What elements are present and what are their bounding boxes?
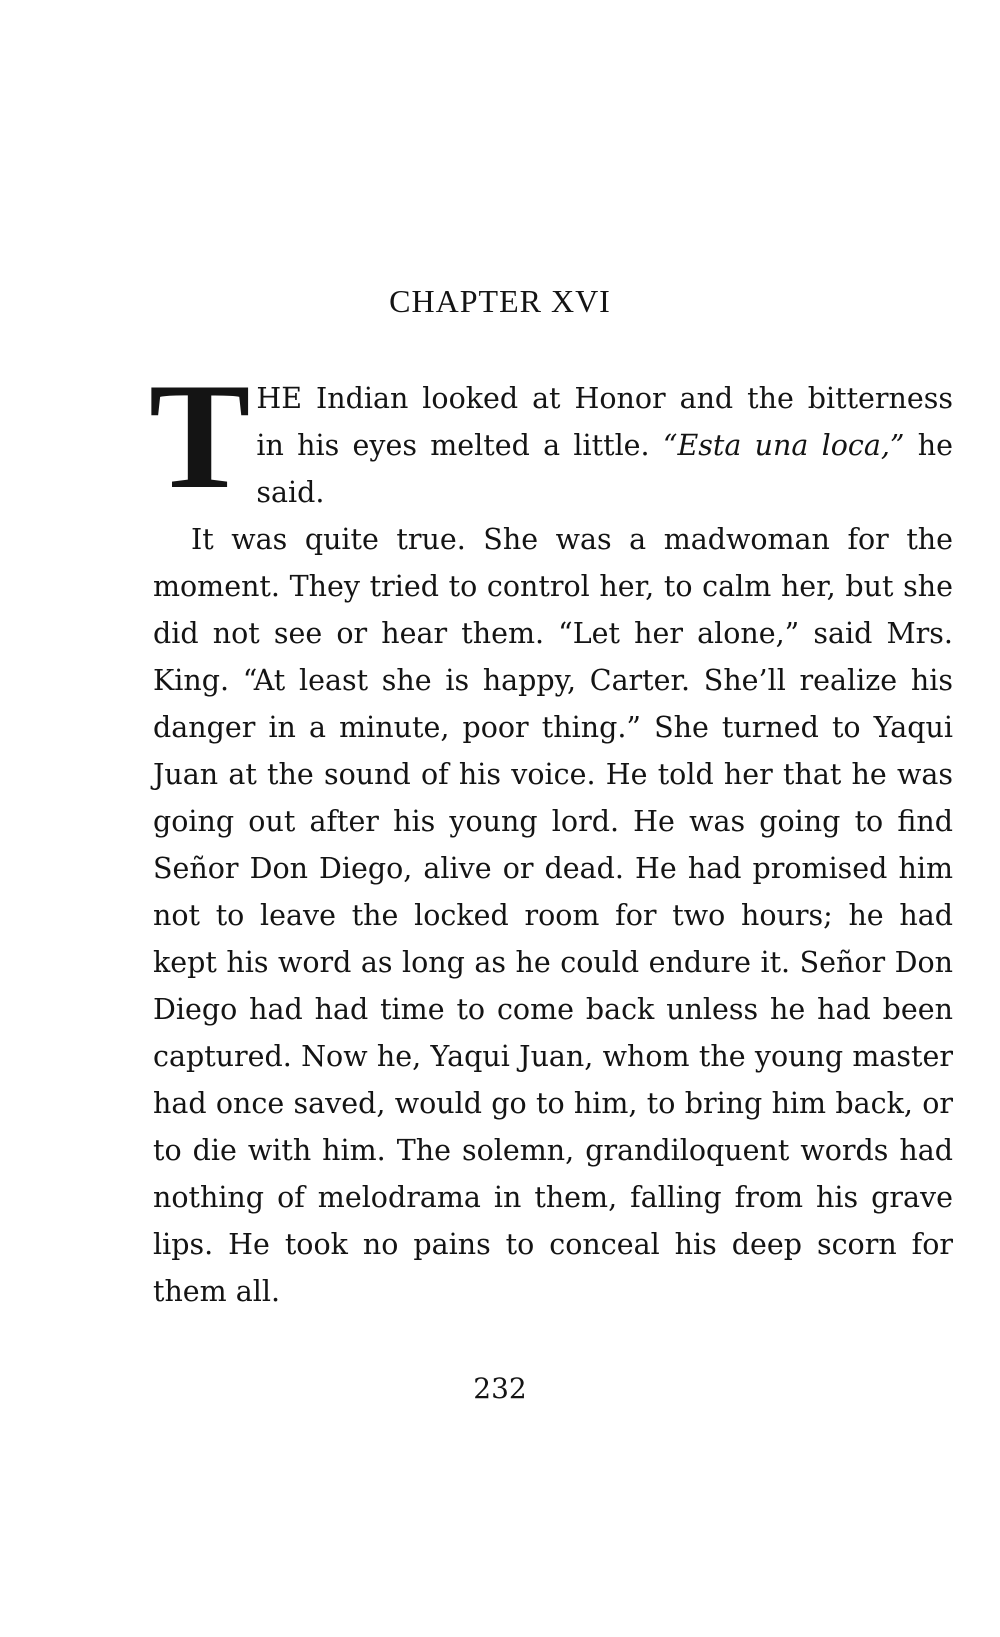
chapter-title: CHAPTER XVI xyxy=(389,283,611,319)
opening-text-end: he said. xyxy=(256,429,954,509)
opening-paragraph xyxy=(149,352,954,520)
page-number: 232 xyxy=(473,1372,527,1405)
opening-text: Indian looked at Honor and the bitterness in his eyes melted a little. xyxy=(256,382,953,462)
body-text xyxy=(149,352,954,1315)
body-paragraph: It was quite true. She was a madwoman for the moment. They tried to control her, to calm her, but she did not see or hear them. “Let her alone,” said Mrs. King. “At least she is happy, Carter. She’ll realize his danger in a minute, poor thing.” She turned to Yaqui Juan at the sound of his voice. He told her that he was going out after his young lord. He was going to find Señor Don Diego, alive or dead. He had promised him not to leave the locked room for two hours; he had kept his word as long as he could endure it. Señor Don Diego had had time to come back unless he had been captured. Now he, Yaqui Juan, whom the young master had once saved, would go to him, to bring him back, or to die with him. The solemn, grandiloquent words had nothing of melodrama in them, falling from his grave lips. He took no pains to conceal his deep scorn for them all. xyxy=(153,523,953,1308)
lead-caps: HE xyxy=(256,382,303,415)
italic-quote: “Esta una loca,” xyxy=(662,429,905,462)
drop-cap-letter: T xyxy=(149,352,251,520)
